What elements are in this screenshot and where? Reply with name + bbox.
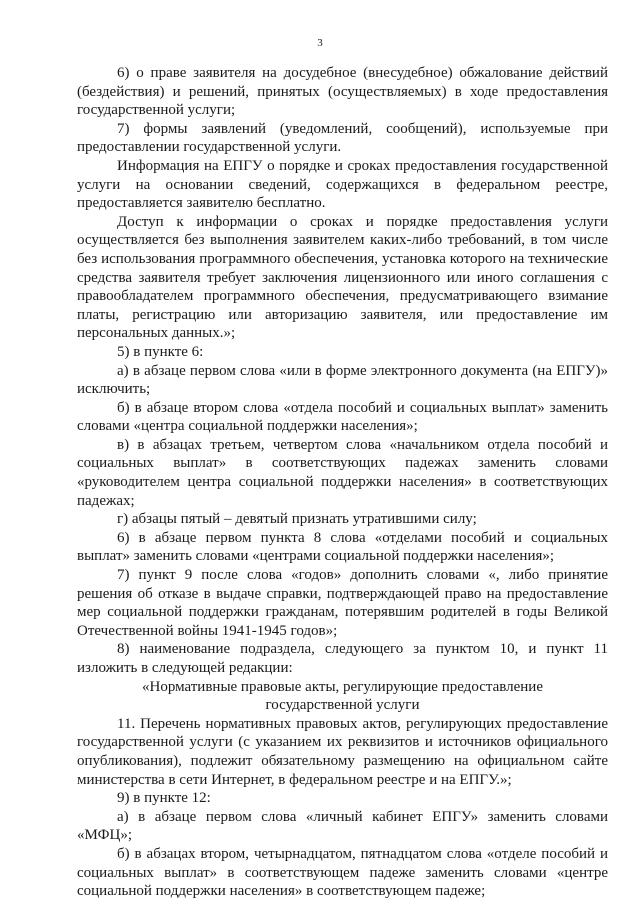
paragraph-item-6: 6) о праве заявителя на досудебное (внесудебное) обжалование действий (бездействия) и решений, принятых (осуществляемых) в ходе предоставления государственной услуги; <box>77 65 608 119</box>
document-body <box>77 64 608 901</box>
paragraph-point-9: 9) в пункте 12: <box>117 790 211 807</box>
paragraph-sub-a: а) в абзаце первом слова «или в форме электронного документа (на ЕПГУ)» исключить; <box>77 362 608 398</box>
subsection-heading: «Нормативные правовые акты, регулирующие предоставление государственной услуги <box>141 678 543 714</box>
page-number: 3 <box>317 37 323 49</box>
paragraph-sub-a-12: а) в абзаце первом слова «личный кабинет ЕПГУ» заменить словами «МФЦ»; <box>77 808 608 844</box>
paragraph-point-6: 6) в абзаце первом пункта 8 слова «отделами пособий и социальных выплат» заменить словами «центрами социальной поддержки населения»; <box>77 529 608 565</box>
paragraph-sub-v: в) в абзацах третьем, четвертом слова «начальником отдела пособий и социальных выплат» в соответствующих падежах заменить словами «руководителем центра социальной поддержки населения» в соответствующих падежах; <box>77 436 608 509</box>
paragraph-point-7: 7) пункт 9 после слова «годов» дополнить словами «, либо принятие решения об отказе в выдаче справки, подтверждающей право на предоставление мер социальной поддержки гражданам, потерявшим родителей в годы Великой Отечественной войны 1941-1945 годов»; <box>77 567 608 639</box>
paragraph-point-8: 8) наименование подраздела, следующего за пунктом 10, и пункт 11 изложить в следующей редакции: <box>77 641 608 676</box>
paragraph-sub-b: б) в абзаце втором слова «отдела пособий и социальных выплат» заменить словами «центра социальной поддержки населения»; <box>77 399 608 435</box>
paragraph-sub-b-12: б) в абзацах втором, четырнадцатом, пятнадцатом слова «отделе пособий и социальных выплат» в соответствующем падеже заменить словами «центре социальной поддержки населения» в соответствующем падеже; <box>77 845 608 900</box>
paragraph-point-11: 11. Перечень нормативных правовых актов, регулирующих предоставление государственной услуги (с указанием их реквизитов и источников официального опубликования), подлежит обязательному размещению на официальном сайте министерства в сети Интернет, в федеральном реестре и на ЕПГУ.»; <box>77 715 608 788</box>
paragraph-item-7: 7) формы заявлений (уведомлений, сообщений), используемые при предоставлении государственной услуги. <box>77 120 608 156</box>
paragraph-info-epgu: Информация на ЕПГУ о порядке и сроках предоставления государственной услуги на основании сведений, содержащихся в федеральном реестре, предоставляется заявителю бесплатно. <box>77 157 608 212</box>
paragraph-access-info: Доступ к информации о сроках и порядке предоставления услуги осуществляется без выполнения заявителем каких-либо требований, в том числе без использования программного обеспечения, установка которого на технические средства заявителя требует заключения лицензионного или иного соглашения с правообладателем программного обеспечения, предусматривающего взимание платы, регистрацию или авторизацию заявителя, или предоставление им персональных данных.»; <box>77 213 608 342</box>
paragraph-sub-g: г) абзацы пятый – девятый признать утратившими силу; <box>117 511 477 528</box>
paragraph-point-5: 5) в пункте 6: <box>117 343 204 360</box>
